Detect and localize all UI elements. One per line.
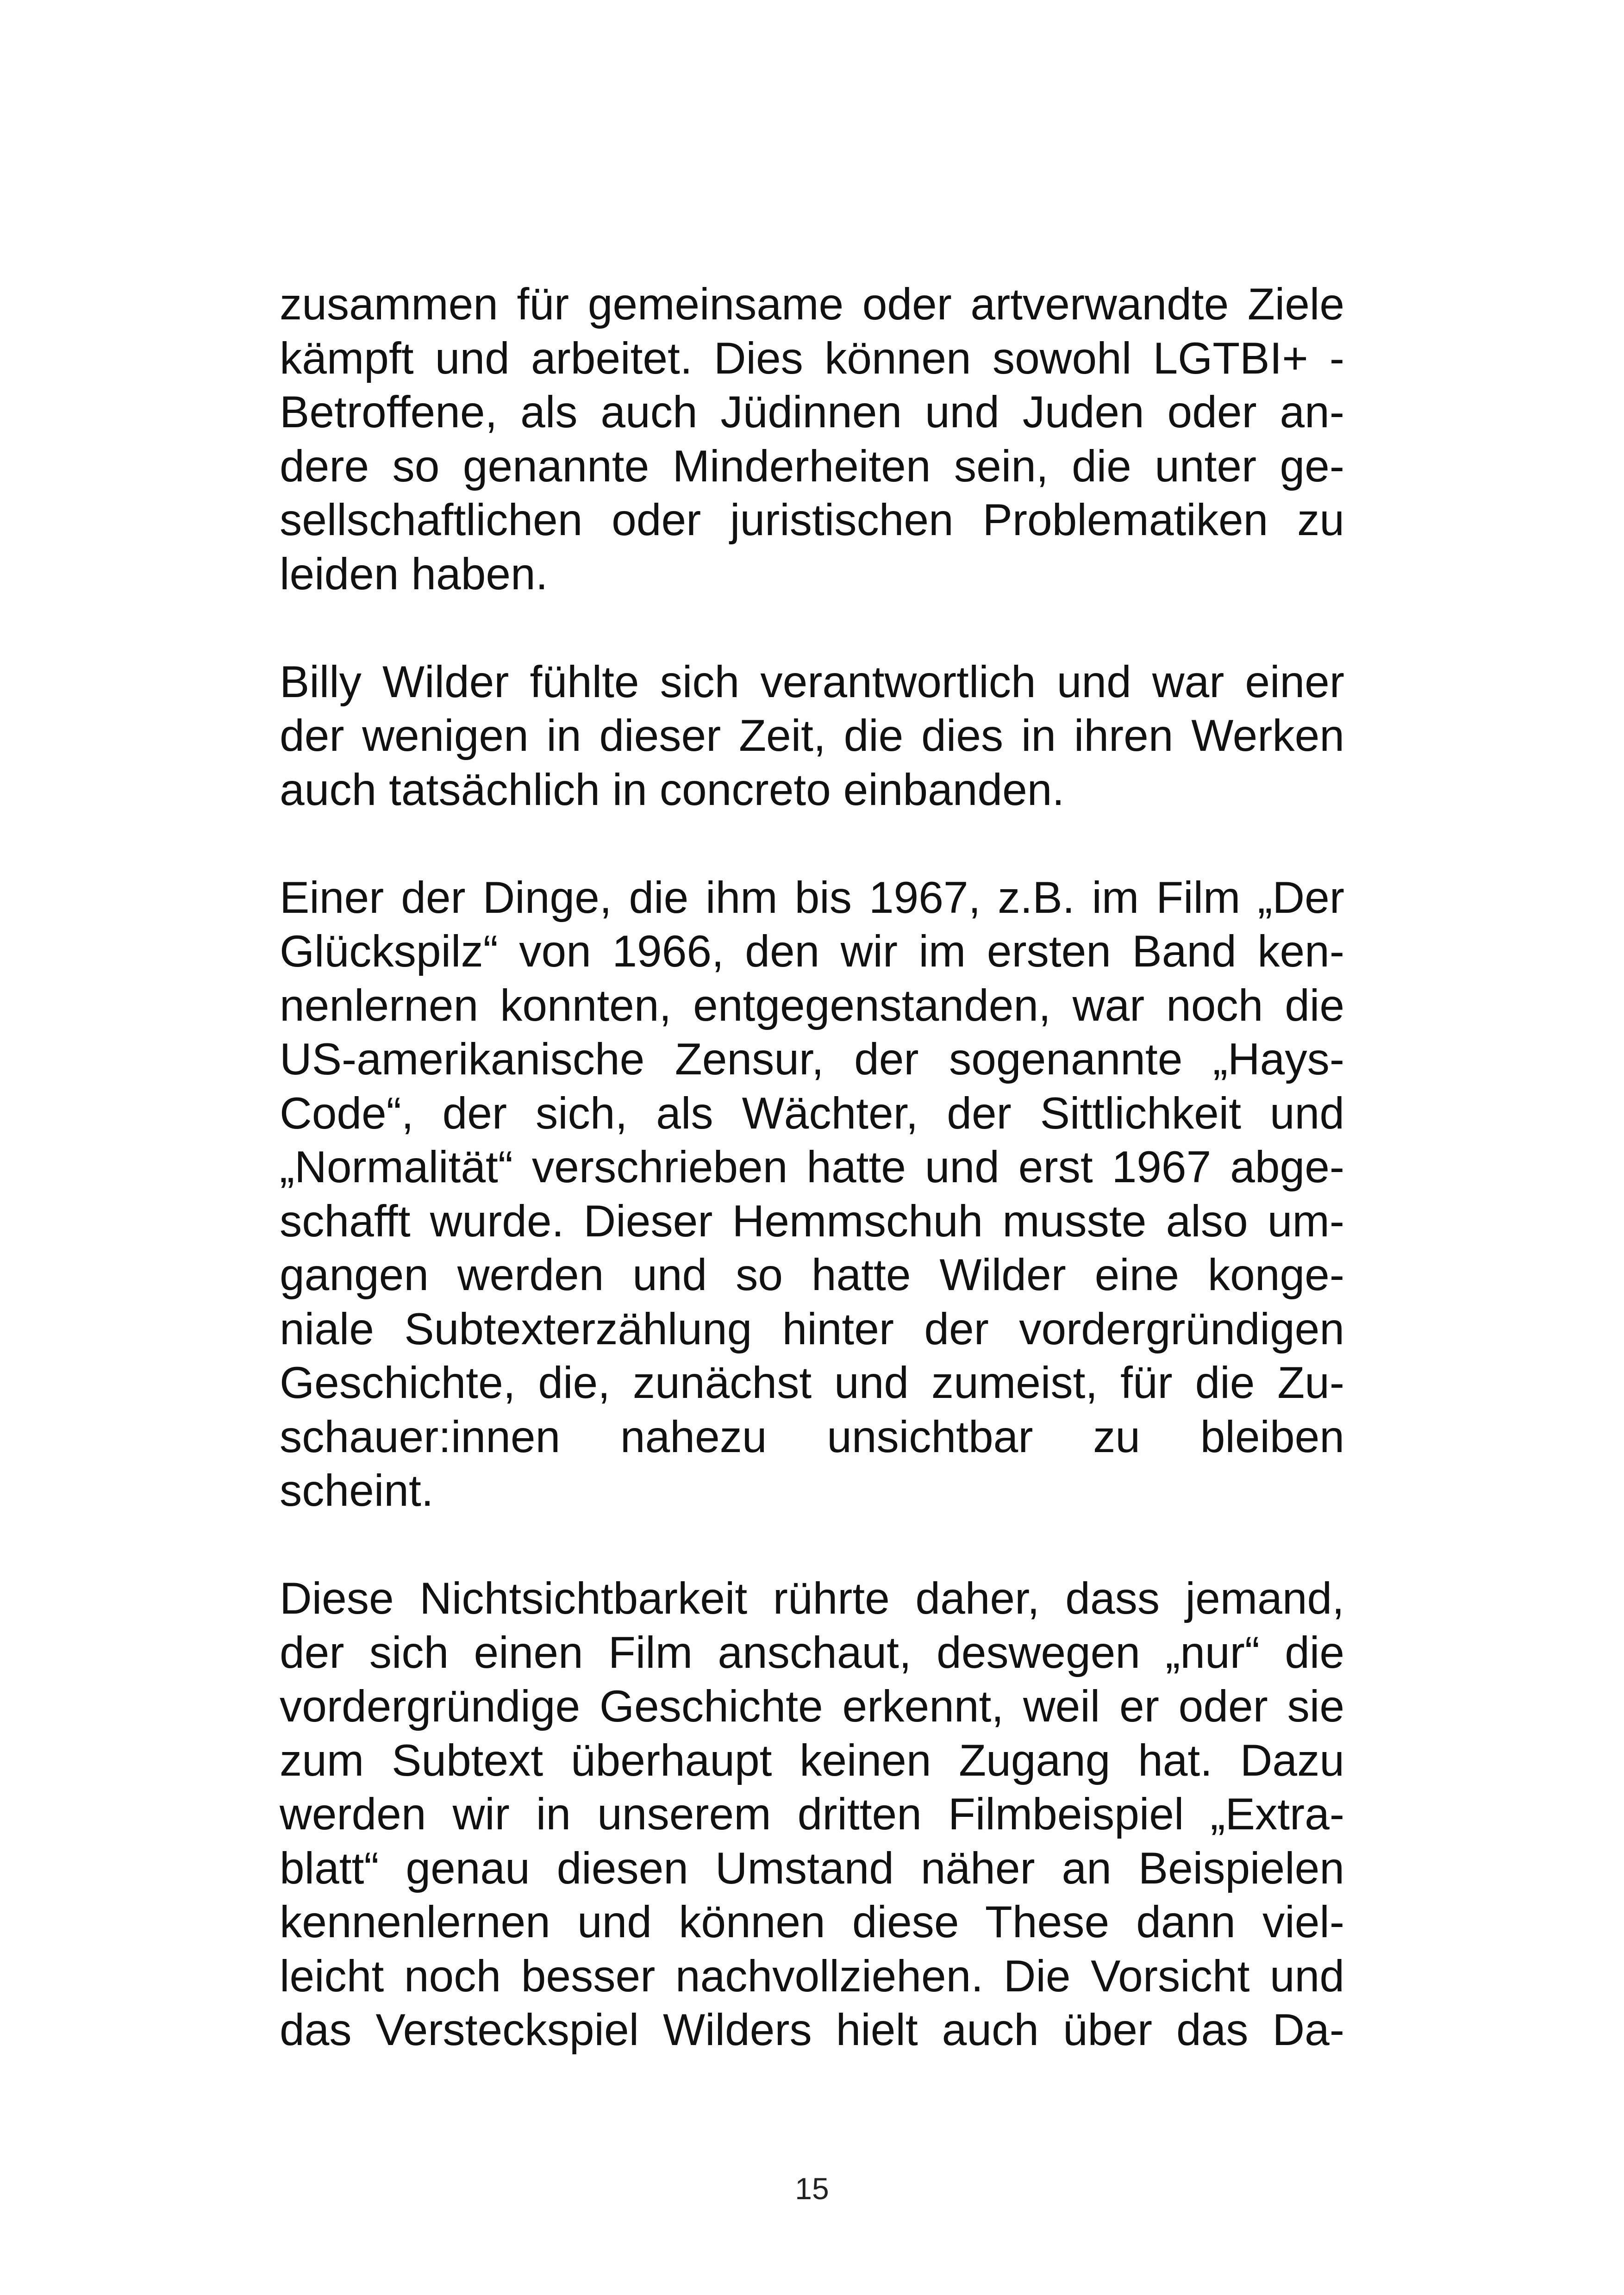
body-text xyxy=(280,278,1344,2058)
text-line: sellschaftlichen oder juristischen Problematiken zu xyxy=(280,495,1344,545)
text-line: Betroffene, als auch Jüdinnen und Juden oder an- xyxy=(280,387,1344,437)
text-line: Geschichte, die, zunächst und zumeist, für die Zu- xyxy=(280,1358,1344,1408)
text-line: leicht noch besser nachvollziehen. Die Vorsicht und xyxy=(280,1951,1344,2001)
text-line: Glückspilz“ von 1966, den wir im ersten Band ken- xyxy=(280,927,1344,976)
text-line: werden wir in unserem dritten Filmbeispiel „Extra- xyxy=(280,1790,1344,1839)
text-line: auch tatsächlich in concreto einbanden. xyxy=(280,765,1065,815)
paragraph-1 xyxy=(280,278,1344,601)
text-line: blatt“ genau diesen Umstand näher an Beispielen xyxy=(280,1843,1344,1893)
text-line: der wenigen in dieser Zeit, die dies in ihren Werken xyxy=(280,711,1344,761)
text-line: schafft wurde. Dieser Hemmschuh musste also um- xyxy=(280,1196,1344,1246)
text-line: kämpft und arbeitet. Dies können sowohl LGTBI+ - xyxy=(280,333,1344,383)
text-line: „Normalität“ verschrieben hatte und erst 1967 abge- xyxy=(280,1142,1344,1192)
text-line: vordergründige Geschichte erkennt, weil er oder sie xyxy=(280,1682,1344,1731)
text-line: Billy Wilder fühlte sich verantwortlich und war einer xyxy=(280,657,1344,707)
text-line: zusammen für gemeinsame oder artverwandte Ziele xyxy=(280,280,1344,329)
text-line: das Versteckspiel Wilders hielt auch über das Da- xyxy=(280,2005,1344,2055)
text-line: Diese Nichtsichtbarkeit rührte daher, dass jemand, xyxy=(280,1574,1344,1623)
text-line: Code“, der sich, als Wächter, der Sittlichkeit und xyxy=(280,1088,1344,1138)
text-line: nenlernen konnten, entgegenstanden, war noch die xyxy=(280,980,1344,1030)
paragraph-3 xyxy=(280,871,1344,1518)
text-line: schauer:innen nahezu unsichtbar zu bleiben xyxy=(280,1412,1344,1462)
text-line: kennenlernen und können diese These dann viel- xyxy=(280,1897,1344,1947)
text-line: niale Subtexterzählung hinter der vordergründigen xyxy=(280,1304,1344,1354)
text-line: gangen werden und so hatte Wilder eine konge- xyxy=(280,1250,1344,1300)
text-line: Einer der Dinge, die ihm bis 1967, z.B. im Film „Der xyxy=(280,873,1344,923)
text-line: zum Subtext überhaupt keinen Zugang hat. Dazu xyxy=(280,1735,1344,1785)
paragraph-2 xyxy=(280,655,1344,817)
paragraph-4 xyxy=(280,1572,1344,2058)
text-line: scheint. xyxy=(280,1466,434,1515)
text-line: der sich einen Film anschaut, deswegen „nur“ die xyxy=(280,1628,1344,1678)
text-line: US-amerikanische Zensur, der sogenannte „Hays- xyxy=(280,1035,1344,1084)
text-line: leiden haben. xyxy=(280,549,548,599)
text-line: dere so genannte Minderheiten sein, die unter ge- xyxy=(280,441,1344,491)
page-number: 15 xyxy=(795,2171,829,2206)
